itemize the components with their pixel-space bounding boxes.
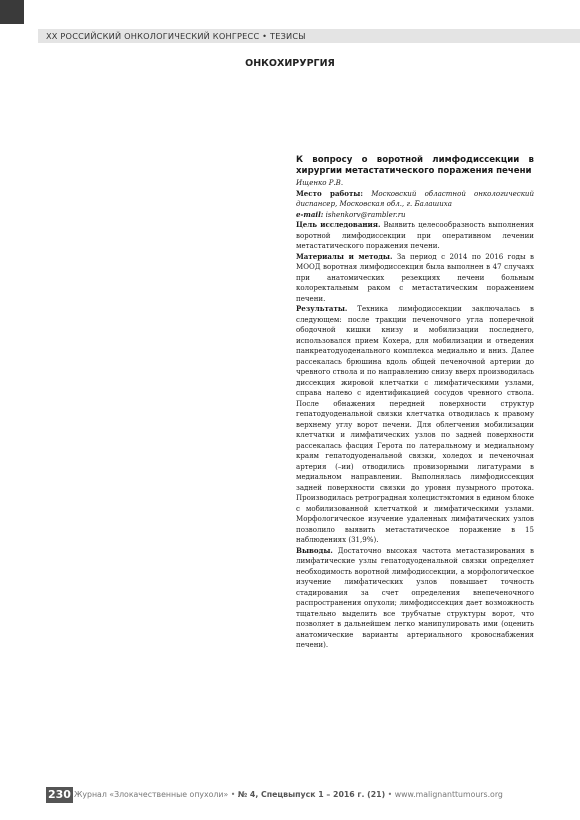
running-header-title: XX РОССИЙСКИЙ ОНКОЛОГИЧЕСКИЙ КОНГРЕСС • ТЕЗИСЫ (46, 31, 306, 41)
conclusions-paragraph (296, 546, 534, 651)
results-label: Результаты. (296, 304, 348, 313)
methods-label: Материалы и методы. (296, 251, 393, 261)
aim-label: Цель исследования. (296, 220, 381, 229)
journal-name: Журнал «Злокачественные опухоли» • (74, 790, 236, 799)
affiliation-text: Московский областной онкологический диспансер, Московская обл., г. Балашиха (296, 188, 534, 208)
conclusions-text: Достаточно высокая частота метастазирования в лимфатические узлы гепатодуоденальной связки определяет необходимость воротной лимфодиссекции, а морфологическое изучение лимфатических узлов повышает точность стадирования за счет определения внепеченочного распространения опухоли; лимфодиссекция дает возможность тщательно выделить все трубчатые структуры ворот, что позволяет в дальнейшем легко манипулировать ими (оценить анатомические варианты артериального кровоснабжения печени). (296, 545, 534, 649)
results-paragraph (296, 304, 534, 546)
affiliation-label: Место работы: (296, 188, 363, 198)
email-line (296, 210, 534, 221)
email-value: ishenkorv@rambler.ru (325, 209, 406, 219)
aim-paragraph (296, 220, 534, 252)
abstract (296, 155, 534, 651)
section-title: ОНКОХИРУРГИЯ (245, 58, 335, 69)
results-text: Техника лимфодиссекции заключалась в следующем: после тракции печеночного угла поперечной ободочной кишки книзу и мобилизации последнего, использовался прием Кохера, для мобилизации и отведения панкреатодуоденального комплекса медиально и вниз. Далее рассекалась брюшина вдоль общей печеночной артерии до чревного ствола и по направлению снизу вверх производилась диссекция жировой клетчатки с лимфатическими узлами, справа налево с идентификацией сосудов чревного ствола. После обнажения передней поверхности структур гепатодуоденальной связки клетчатка отводилась к правому верхнему углу ворот печени. Для облегчения мобилизации клетчатки и лимфатических узлов по задней поверхности рассекалась фасция Герота по латеральному и медиальному краям гепатодуоденальной связки, холедох и печеночная артерия (–ии) отводились провизорными лигатурами в медиальном направлении. Выполнялась лимфодиссекция задней поверхности связки до уровня пузырного протока. Производилась ретроградная холецистэктомия в едином блоке с мобилизованной клетчаткой и лимфатическими узлами. Морфологическое изучение удаленных лимфатических узлов позволило выявить метастатическое поражение в 15 наблюдениях (31,9%). (296, 304, 534, 544)
journal-issue: № 4, Спецвыпуск 1 – 2016 г. (21) (237, 790, 386, 799)
affiliation (296, 189, 534, 210)
email-label: e-mail: (296, 209, 324, 219)
journal-website: • www.malignanttumours.org (387, 790, 503, 799)
page-number: 230 (48, 788, 71, 801)
author: Ищенко Р.В. (296, 178, 344, 187)
methods-text: За период с 2014 по 2016 годы в МООД воротная лимфодиссекция была выполнен в 47 случаях при анатомических резекциях печени больным колоректальным раком с метастатическим поражением печени. (296, 251, 534, 303)
journal-footer (74, 789, 503, 801)
conclusions-label: Выводы. (296, 545, 333, 555)
corner-tab (0, 0, 24, 24)
methods-paragraph (296, 252, 534, 305)
aim-text: Выявить целесообразность выполнения воротной лимфодиссекции при оперативном лечении метастатического поражения печени. (296, 220, 534, 250)
abstract-title: К вопросу о воротной лимфодиссекции в хирургии метастатического поражения печени (296, 155, 534, 176)
